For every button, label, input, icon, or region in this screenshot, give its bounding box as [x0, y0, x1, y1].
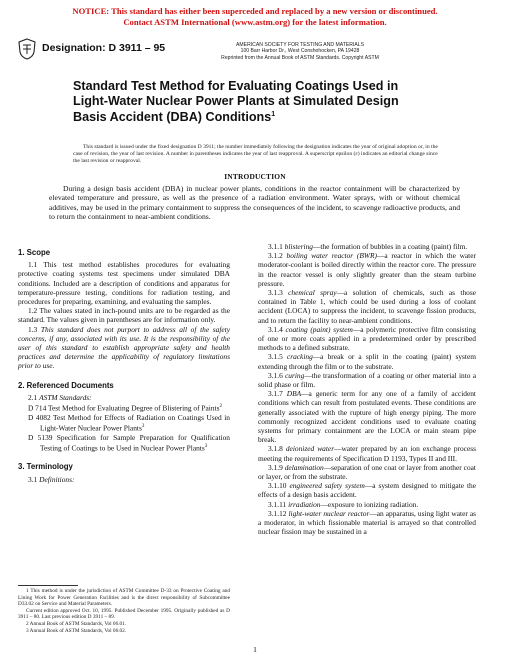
- definition-term: boiling water reactor (BWR): [286, 251, 377, 261]
- left-column: [18, 242, 230, 484]
- definition: [258, 509, 476, 537]
- definition: [258, 325, 476, 353]
- reference-footnote-ref: 3: [204, 443, 208, 449]
- footnote-2: 2 Annual Book of ASTM Standards, Vol 06.01.: [26, 620, 127, 627]
- designation: Designation: D 3911 – 95: [42, 42, 166, 54]
- introduction-text: During a design basis accident (DBA) in nuclear power plants, conditions in the reactor containment will be characterized by elevated temperature and pressure, as well as the presence of a radiation environment. Water sprays, with or without chemical additives, may be used in the primary containment to suppress the consequences of the incident, to scavenge radioactive products, and to return the containment to near-ambient conditions.: [49, 184, 460, 222]
- publisher-line-2: 100 Barr Harbor Dr., West Conshohocken, PA 19428: [240, 48, 360, 55]
- referenced-sub-num: 2.1: [28, 392, 38, 402]
- page-number: 1: [253, 645, 257, 654]
- title-footnote-ref: 1: [271, 111, 276, 118]
- definition-text: —a reactor in which the water moderator-coolant is boiled directly within the reactor core. The pressure in the reactor vessel is only slightly greater than the steam turbine pressure.: [258, 251, 476, 288]
- definition-num: 3.1.7: [268, 389, 283, 399]
- definition: [258, 242, 476, 251]
- scope-1-3-num: 1.3: [28, 324, 38, 334]
- definition-term: irradiation: [288, 499, 321, 509]
- footnote-rule: [18, 585, 78, 586]
- definition-text: —the formation of bubbles in a coating (paint) film.: [312, 242, 468, 251]
- introduction-heading: INTRODUCTION: [224, 172, 286, 181]
- definition-num: 3.1.12: [268, 508, 287, 518]
- definition-term: curing: [285, 370, 305, 380]
- scope-1-3: [18, 325, 230, 371]
- notice-line-2: Contact ASTM International (www.astm.org) for the latest information.: [123, 16, 387, 27]
- scope-1-2: 1.2 The values stated in inch-pound units are to be regarded as the standard. The values given in parentheses are for information only.: [18, 306, 230, 325]
- definition-text: —an apparatus, using light water as a moderator, in which fissionable material is arrayed so that controlled nuclear fission may be sustained in a: [258, 508, 476, 537]
- definition-term: delamination: [284, 462, 324, 472]
- definition-term: cracking: [286, 352, 313, 362]
- definition-num: 3.1.1: [268, 242, 283, 251]
- definition-text: —water prepared by an ion exchange process meeting the requirements of Specification D 1193, Types II and III.: [258, 444, 476, 463]
- supersede-notice: [0, 6, 510, 27]
- definition: [258, 352, 476, 370]
- scope-1-3-text: This standard does not purport to address all of the safety concerns, if any, associated with its use. It is the responsibility of the user of this standard to establish appropriate safety and health practices and determine the applicability of regulatory limitations prior to use.: [18, 324, 230, 371]
- title-text: Standard Test Method for Evaluating Coatings Used in Light-Water Nuclear Power Plants at Simulated Design Basis Accident (DBA) Conditions: [73, 79, 399, 125]
- terminology-sub: [18, 475, 230, 484]
- definition-num: 3.1.5: [268, 352, 283, 362]
- definition-text: —a system designed to mitigate the effects of a design basis accident.: [258, 481, 476, 500]
- definition-term: blistering: [284, 242, 313, 251]
- astm-logo-icon: [18, 38, 36, 60]
- terminology-sub-num: 3.1: [28, 474, 38, 484]
- footnote-3: 3 Annual Book of ASTM Standards, Vol 06.02.: [26, 627, 127, 634]
- terminology-heading: 3. Terminology: [18, 462, 73, 472]
- definition-text: —a solution of chemicals, such as those contained in Table 1, which could be used during a loss of coolant accident (LOCA) to suppress the incident, to scavenge fission products, and to return the facility to near-ambient conditions.: [258, 288, 476, 325]
- definition-text: —a generic term for any one of a family of accident conditions which can result from postulated events. These conditions are generally associated with the rupture of high energy piping. The more commonly recognized accident conditions used to evaluate coating systems for primary containment are the LOCA or main steam pipe break.: [258, 389, 476, 445]
- document-title: [73, 79, 413, 125]
- definition-num: 3.1.8: [268, 444, 283, 454]
- right-column: [258, 242, 476, 537]
- definition: [258, 288, 476, 325]
- referenced-sub: [18, 393, 230, 402]
- reference-footnote-ref: 2: [219, 404, 222, 410]
- definition-num: 3.1.10: [268, 481, 287, 491]
- scope-heading: 1. Scope: [18, 248, 51, 257]
- notice-line-1: NOTICE: This standard has either been superceded and replaced by a new version or discontinued.: [72, 6, 438, 16]
- definition: [258, 389, 476, 444]
- reference-d714: [18, 402, 230, 413]
- terminology-sub-title: Definitions:: [39, 474, 75, 484]
- footnotes: [18, 588, 230, 634]
- definition: [258, 371, 476, 389]
- publisher-line-1: AMERICAN SOCIETY FOR TESTING AND MATERIALS: [236, 42, 364, 48]
- definition: [258, 500, 476, 509]
- definition-term: coating (paint) system: [285, 324, 353, 334]
- reference-d4082: [18, 413, 230, 433]
- definition-num: 3.1.3: [268, 288, 283, 298]
- definition-num: 3.1.2: [268, 251, 283, 261]
- definition-text: —exposure to ionizing radiation.: [320, 499, 419, 509]
- reference-text: D 714 Test Method for Evaluating Degree of Blistering of Paints: [28, 403, 220, 413]
- definition: [258, 481, 476, 499]
- definition-num: 3.1.6: [268, 370, 283, 380]
- footnote-1: 1 This method is under the jurisdiction of ASTM Committee D-33 on Protective Coating and Lining Work for Power Generation Facilities and is the direct responsibility of Subcommittee D33.02 on Service and Material Parameters.: [18, 588, 230, 608]
- definition-text: —separation of one coat or layer from another coat or layer, or from the substrate.: [258, 462, 476, 482]
- definition-term: light-water nuclear reactor: [288, 508, 370, 518]
- definition-term: DBA: [286, 389, 302, 399]
- definition-num: 3.1.9: [268, 462, 283, 472]
- reference-text: D 5139 Specification for Sample Preparation for Qualification Testing of Coatings to be Used in Nuclear Power Plants: [28, 432, 230, 453]
- definition-term: chemical spray: [288, 288, 337, 298]
- definition-text: —the transformation of a coating or other material into a solid phase or film.: [258, 370, 476, 390]
- definition-num: 3.1.11: [268, 499, 287, 509]
- definition: [258, 444, 476, 462]
- footnote-1-edition: Current edition approved Oct. 10, 1995. Published December 1995. Originally published as D 3911 – 80. Last previous edition D 3911 – 89.: [18, 607, 230, 621]
- referenced-sub-title: ASTM Standards:: [39, 392, 92, 402]
- publisher-line-3: Reprinted from the Annual Book of ASTM Standards. Copyright ASTM: [221, 54, 379, 61]
- definition-text: —a polymeric protective film consisting of one or more coats applied in a predetermined order by prescribed methods to a defined substrate.: [258, 324, 476, 353]
- publisher-info: [180, 42, 420, 61]
- referenced-heading: 2. Referenced Documents: [18, 380, 114, 390]
- definition-term: deionized water: [285, 444, 335, 454]
- reference-d5139: [18, 433, 230, 453]
- definition-num: 3.1.4: [268, 324, 283, 334]
- definition-term: engineered safety system: [289, 481, 365, 491]
- scope-1-1: 1.1 This test method establishes procedures for evaluating protective coating systems test specimens under simulated DBA conditions. Included are a description of conditions and apparatus for temperature-pressure testing, conditions for radiation testing, and procedures for preparing, examining, and evaluating the samples.: [18, 260, 230, 307]
- issued-note: This standard is issued under the fixed designation D 3911; the number immediately following the designation indicates the year of original adoption or, in the case of revision, the year of last revision. A number in parentheses indicates the year of last reapproval. A superscript epsilon (ε) indicates an editorial change since the last revision or reapproval.: [73, 144, 438, 165]
- definition-text: —a break or a split in the coating (paint) system extending through the film or to the substrate.: [258, 352, 476, 371]
- definition: [258, 463, 476, 481]
- reference-footnote-ref: 3: [141, 423, 145, 429]
- definition: [258, 251, 476, 288]
- reference-text: D 4082 Test Method for Effects of Radiation on Coatings Used in Light-Water Nuclear Power Plants: [28, 412, 230, 433]
